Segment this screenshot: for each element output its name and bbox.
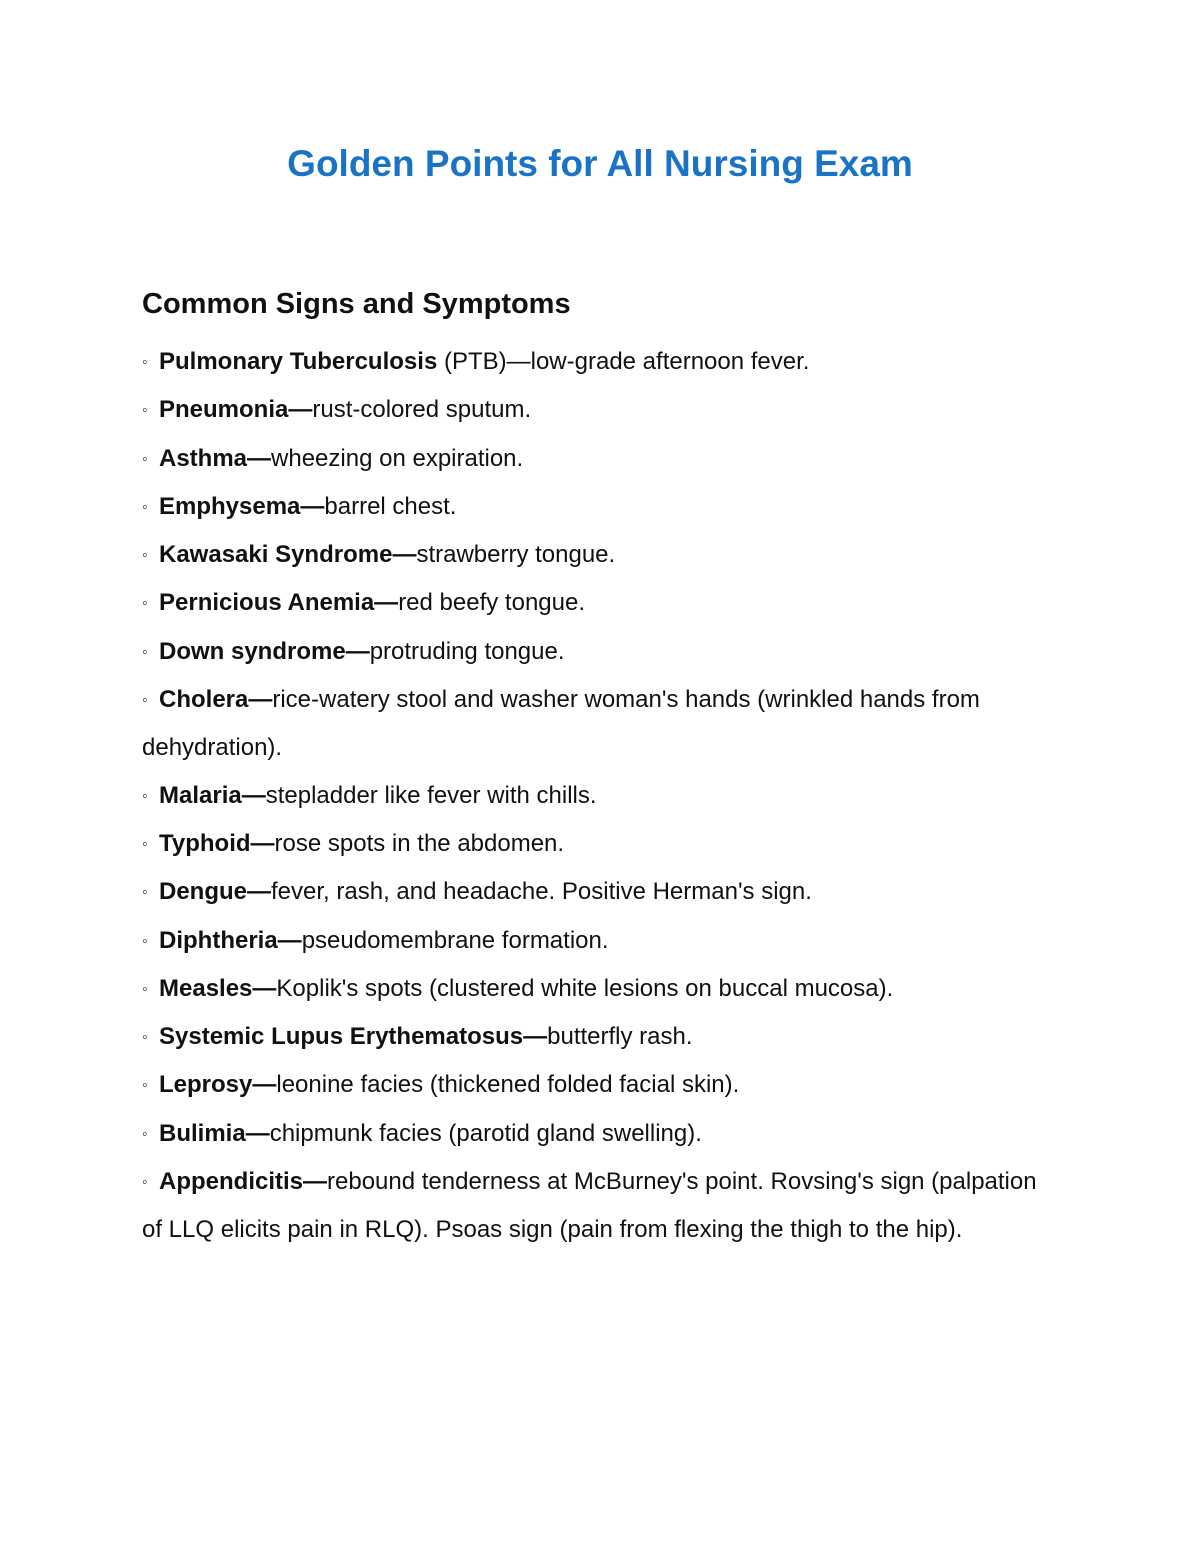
list-item [142, 917, 1062, 965]
item-description: leonine facies (thickened folded facial skin). [276, 1071, 740, 1099]
list-item [142, 1013, 1062, 1061]
item-description: wheezing on expiration. [271, 444, 524, 472]
bullet-icon: ◦ [142, 932, 148, 950]
list-item [142, 868, 1062, 916]
item-term: Bulimia— [159, 1119, 270, 1147]
item-term: Down syndrome— [159, 637, 370, 665]
section-heading: Common Signs and Symptoms [142, 288, 571, 320]
bullet-icon: ◦ [142, 1174, 148, 1192]
bullet-icon: ◦ [142, 692, 148, 710]
bullet-icon: ◦ [142, 643, 148, 661]
item-term: Pulmonary Tuberculosis [159, 348, 438, 375]
item-term: Pernicious Anemia— [159, 589, 399, 617]
list-item [142, 435, 1062, 483]
item-term: Asthma— [159, 444, 272, 472]
item-description: pseudomembrane formation. [301, 926, 609, 954]
item-description: strawberry tongue. [416, 541, 616, 569]
item-description: rust-colored sputum. [312, 396, 532, 424]
bullet-icon: ◦ [142, 1029, 148, 1047]
bullet-icon: ◦ [142, 787, 148, 805]
bullet-icon: ◦ [142, 980, 148, 998]
list-item [142, 386, 1062, 434]
item-description: rice-watery stool and washer woman's hands (wrinkled hands from dehydration). [142, 686, 980, 762]
list-item [142, 579, 1062, 627]
bullet-icon: ◦ [142, 1125, 148, 1143]
list-item [142, 676, 1062, 772]
list-item [142, 628, 1062, 676]
list-item [142, 483, 1062, 531]
item-description: Koplik's spots (clustered white lesions on buccal mucosa). [276, 974, 894, 1002]
item-description: chipmunk facies (parotid gland swelling). [269, 1119, 702, 1147]
item-term: Emphysema— [159, 492, 325, 520]
bullet-icon: ◦ [142, 498, 148, 516]
item-description: stepladder like fever with chills. [265, 781, 597, 809]
item-description: barrel chest. [324, 492, 457, 520]
item-term: Appendicitis— [159, 1168, 328, 1196]
item-term: Cholera— [159, 686, 273, 714]
item-description: (PTB)—low-grade afternoon fever. [437, 348, 810, 375]
item-term: Diphtheria— [159, 926, 302, 954]
bullet-icon: ◦ [142, 402, 148, 420]
item-term: Kawasaki Syndrome— [159, 541, 417, 569]
bullet-icon: ◦ [142, 354, 148, 371]
item-description: rose spots in the abdomen. [274, 829, 565, 857]
item-description: butterfly rash. [547, 1023, 693, 1051]
item-description: rebound tenderness at McBurney's point. Rovsing's sign (palpation of LLQ elicits pain in RLQ). Psoas sign (pain from flexing the thigh to the hip). [142, 1168, 1037, 1244]
list-item [142, 1110, 1062, 1158]
bullet-icon: ◦ [142, 595, 148, 613]
list-item [142, 1061, 1062, 1109]
item-term: Pneumonia— [159, 396, 313, 424]
bullet-icon: ◦ [142, 835, 148, 853]
bullet-icon: ◦ [142, 450, 148, 468]
bullet-icon: ◦ [142, 1077, 148, 1095]
item-description: protruding tongue. [369, 637, 565, 665]
item-term: Systemic Lupus Erythematosus— [159, 1023, 548, 1051]
symptoms-list [142, 338, 1062, 1254]
item-description: fever, rash, and headache. Positive Herman's sign. [271, 878, 812, 906]
document-title: Golden Points for All Nursing Exam [287, 143, 913, 184]
item-term: Measles— [159, 974, 277, 1002]
list-item [142, 772, 1062, 820]
item-term: Leprosy— [159, 1071, 277, 1099]
bullet-icon: ◦ [142, 884, 148, 902]
document-content [142, 284, 1062, 1254]
item-term: Dengue— [159, 878, 272, 906]
list-item [142, 1158, 1062, 1254]
item-term: Typhoid— [159, 829, 275, 857]
list-item [142, 965, 1062, 1013]
item-description: red beefy tongue. [398, 589, 585, 617]
list-item [142, 531, 1062, 579]
list-item [142, 820, 1062, 868]
item-term: Malaria— [159, 781, 266, 809]
bullet-icon: ◦ [142, 547, 148, 565]
list-item [142, 338, 1062, 386]
